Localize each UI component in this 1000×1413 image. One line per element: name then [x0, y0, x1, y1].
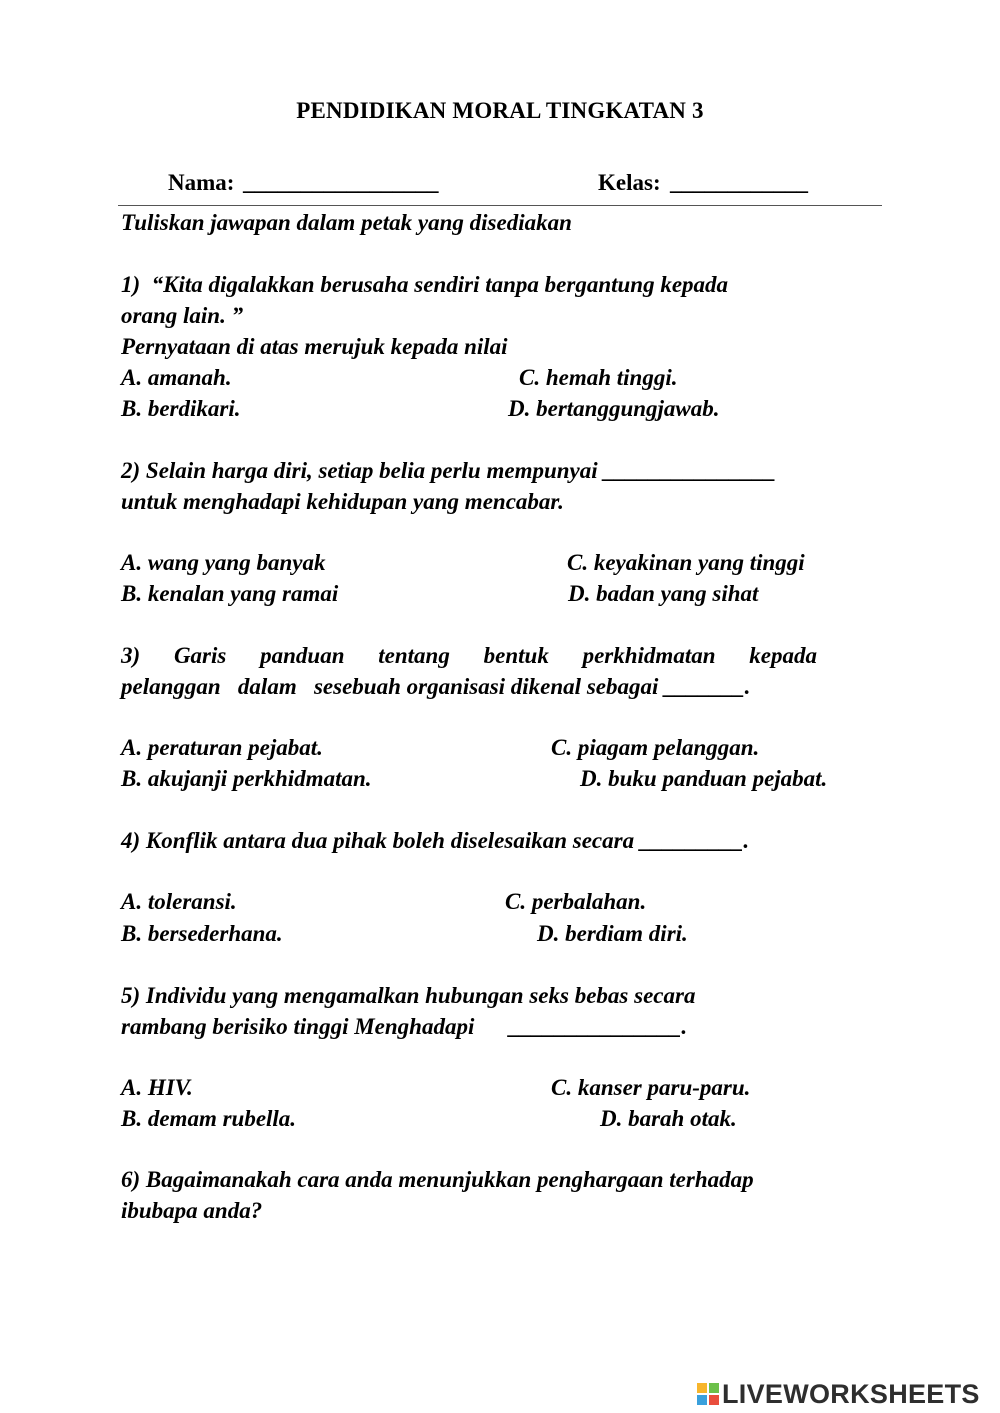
question-3-option-d[interactable]: D. buku panduan pejabat.	[580, 766, 828, 791]
question-1-line-2: orang lain. ”	[121, 303, 244, 328]
question-4-line-1: 4) Konflik antara dua pihak boleh diselesaikan secara _________.	[121, 828, 750, 853]
liveworksheets-logo-icon	[697, 1383, 719, 1405]
instruction: Tuliskan jawapan dalam petak yang disediakan	[121, 210, 572, 235]
question-2-option-b[interactable]: B. kenalan yang ramai	[121, 581, 339, 606]
question-1-line-3: Pernyataan di atas merujuk kepada nilai	[121, 334, 508, 359]
question-3-line-2: pelanggan dalam sesebuah organisasi dikenal sebagai _______.	[121, 674, 751, 699]
question-2-option-c[interactable]: C. keyakinan yang tinggi	[567, 550, 805, 575]
question-2-option-d[interactable]: D. badan yang sihat	[568, 581, 759, 606]
question-5-option-d[interactable]: D. barah otak.	[600, 1106, 737, 1131]
question-5-option-c[interactable]: C. kanser paru-paru.	[551, 1075, 751, 1100]
question-2-option-a[interactable]: A. wang yang banyak	[121, 550, 326, 575]
question-1-option-d[interactable]: D. bertanggungjawab.	[508, 396, 720, 421]
class-blank[interactable]: ____________	[670, 170, 808, 195]
question-3-option-b[interactable]: B. akujanji perkhidmatan.	[121, 766, 372, 791]
question-1-option-b[interactable]: B. berdikari.	[121, 396, 241, 421]
header-divider	[118, 205, 882, 206]
question-4-option-d[interactable]: D. berdiam diri.	[537, 921, 688, 946]
question-4-option-b[interactable]: B. bersederhana.	[121, 921, 283, 946]
liveworksheets-logo-text: LIVEWORKSHEETS	[722, 1378, 980, 1409]
question-1-option-a[interactable]: A. amanah.	[121, 365, 232, 390]
question-1-line-1: 1) “Kita digalakkan berusaha sendiri tanpa bergantung kepada	[121, 272, 729, 297]
question-6-line-1: 6) Bagaimanakah cara anda menunjukkan penghargaan terhadap	[121, 1167, 754, 1192]
question-2-line-1: 2) Selain harga diri, setiap belia perlu mempunyai _______________	[121, 458, 776, 483]
question-6-line-2: ibubapa anda?	[121, 1198, 263, 1223]
liveworksheets-logo	[697, 1380, 980, 1408]
question-4-option-c[interactable]: C. perbalahan.	[505, 889, 647, 914]
name-label: Nama:	[168, 170, 235, 195]
question-5-line-2: rambang berisiko tinggi Menghadapi _______________.	[121, 1014, 688, 1039]
name-blank[interactable]: _________________	[243, 170, 439, 195]
question-3-option-a[interactable]: A. peraturan pejabat.	[121, 735, 323, 760]
question-3-line-1: 3) Garis panduan tentang bentuk perkhidmatan kepada	[121, 643, 817, 668]
question-5-line-1: 5) Individu yang mengamalkan hubungan seks bebas secara	[121, 983, 696, 1008]
question-3-option-c[interactable]: C. piagam pelanggan.	[551, 735, 760, 760]
question-2-line-2: untuk menghadapi kehidupan yang mencabar.	[121, 489, 564, 514]
question-1-option-c[interactable]: C. hemah tinggi.	[519, 365, 678, 390]
question-5-option-a[interactable]: A. HIV.	[121, 1075, 193, 1100]
page-title: PENDIDIKAN MORAL TINGKATAN 3	[296, 98, 704, 123]
class-label: Kelas:	[598, 170, 661, 195]
question-4-option-a[interactable]: A. toleransi.	[121, 889, 237, 914]
question-5-option-b[interactable]: B. demam rubella.	[121, 1106, 297, 1131]
